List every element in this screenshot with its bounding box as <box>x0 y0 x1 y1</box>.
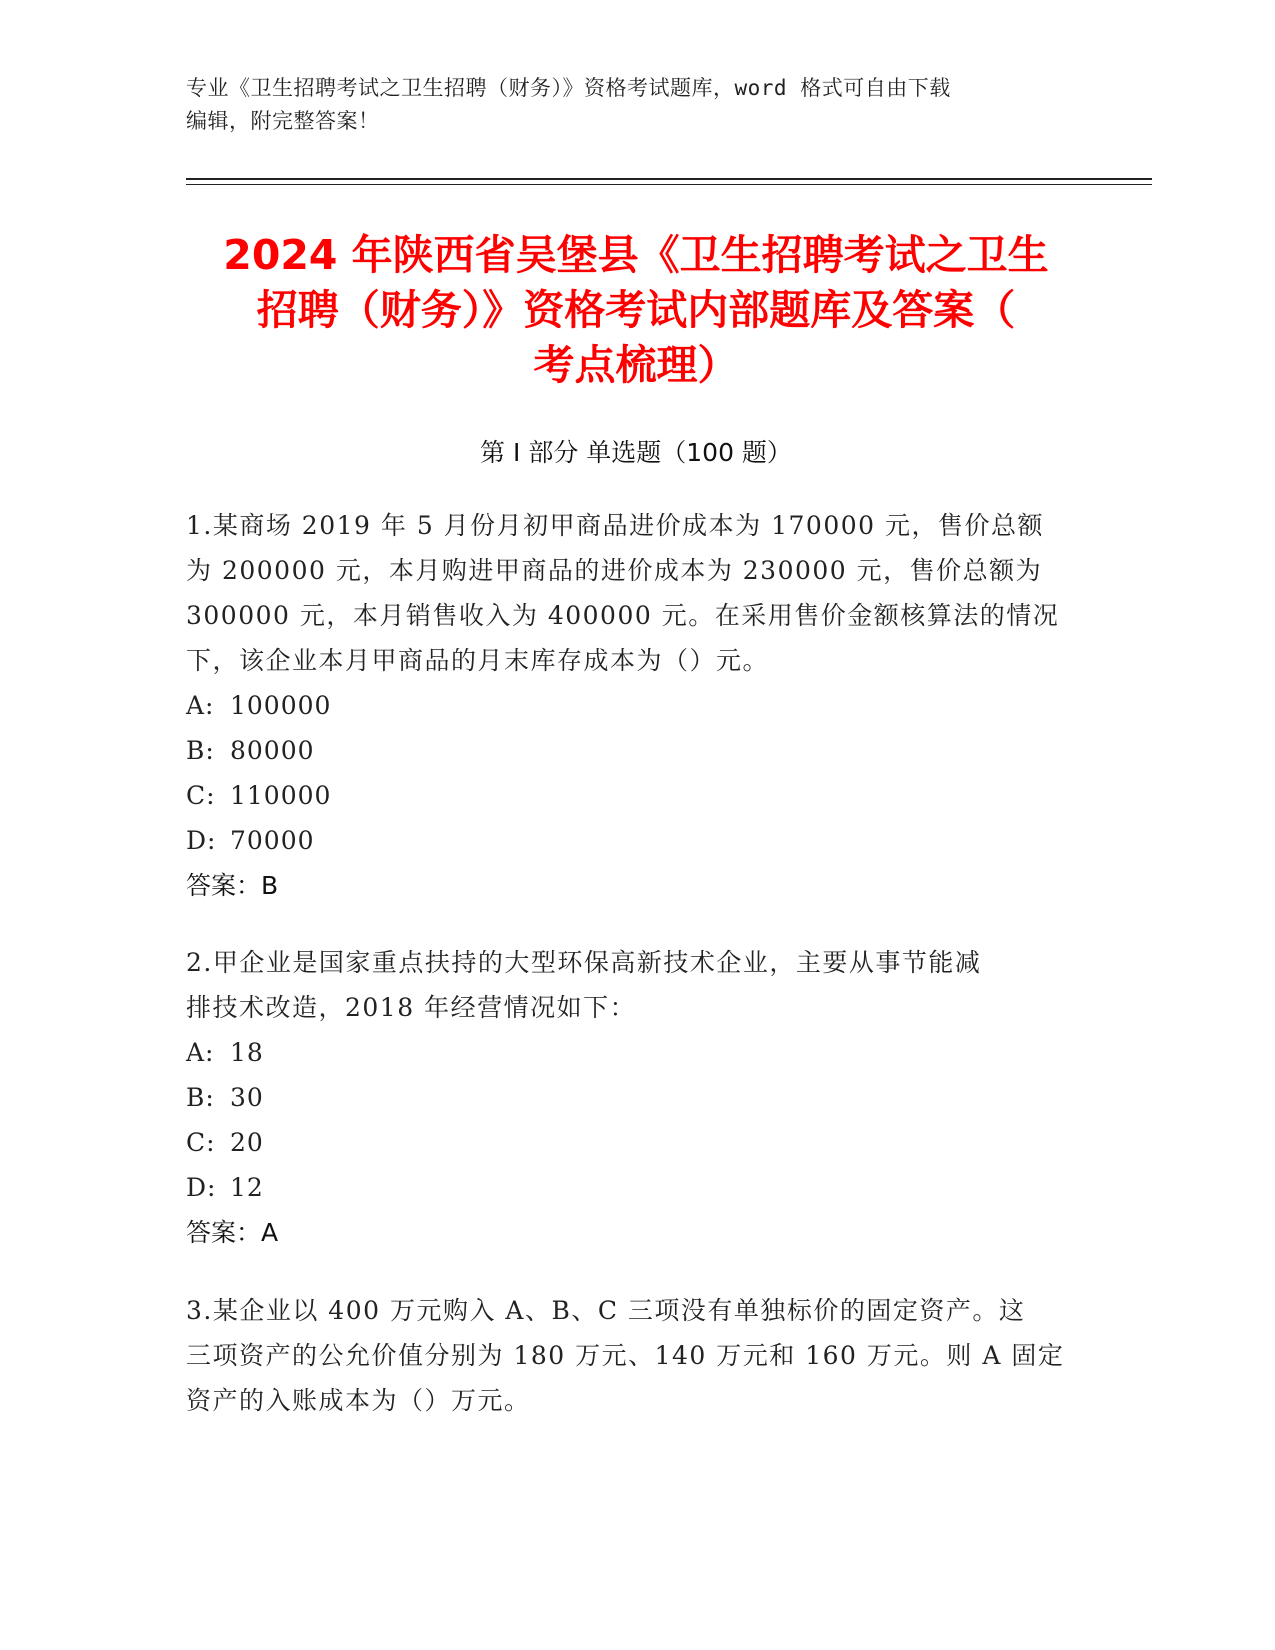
document-title <box>186 228 1086 393</box>
option-value: 20 <box>230 1128 264 1157</box>
option-value: 30 <box>230 1083 264 1112</box>
question-1-option-b <box>186 728 1086 773</box>
option-label: C: <box>186 781 216 810</box>
option-label: B: <box>186 1083 215 1112</box>
question-3-line-2: 三项资产的公允价值分别为 180 万元、140 万元和 160 万元。则 A 固定 <box>186 1341 1065 1370</box>
question-1 <box>186 503 1086 908</box>
section-title: 第 I 部分 单选题（100 题） <box>480 438 792 467</box>
question-3-line-1: 3.某企业以 400 万元购入 A、B、C 三项没有单独标价的固定资产。这 <box>186 1296 1026 1325</box>
question-1-line-4: 下，该企业本月甲商品的月末库存成本为（）元。 <box>186 646 770 675</box>
question-1-option-c <box>186 773 1086 818</box>
option-label: C: <box>186 1128 216 1157</box>
question-1-option-d <box>186 818 1086 863</box>
question-2 <box>186 940 1086 1255</box>
question-2-answer: 答案：A <box>186 1218 279 1247</box>
option-value: 70000 <box>230 826 315 855</box>
document-title-line-3: 考点梳理） <box>533 341 739 389</box>
question-1-answer: 答案：B <box>186 871 279 900</box>
header-divider-thin <box>186 184 1152 185</box>
question-2-line-2: 排技术改造，2018 年经营情况如下： <box>186 993 637 1022</box>
question-3 <box>186 1288 1086 1423</box>
option-value: 100000 <box>230 691 332 720</box>
question-1-line-3: 300000 元，本月销售收入为 400000 元。在采用售价金额核算法的情况 <box>186 601 1060 630</box>
document-title-line-2: 招聘（财务）》资格考试内部题库及答案（ <box>256 286 1016 334</box>
question-2-option-d <box>186 1165 1086 1210</box>
header-divider-thick <box>186 178 1152 180</box>
question-2-option-a <box>186 1030 1086 1075</box>
option-label: B: <box>186 736 215 765</box>
question-1-line-2: 为 200000 元，本月购进甲商品的进价成本为 230000 元，售价总额为 <box>186 556 1043 585</box>
document-title-line-1: 2024 年陕西省吴堡县《卫生招聘考试之卫生 <box>223 231 1049 279</box>
header-note-line-1: 专业《卫生招聘考试之卫生招聘（财务）》资格考试题库，word 格式可自由下载 <box>186 76 951 100</box>
question-2-line-1: 2.甲企业是国家重点扶持的大型环保高新技术企业，主要从事节能减 <box>186 948 982 977</box>
question-1-line-1: 1.某商场 2019 年 5 月份月初甲商品进价成本为 170000 元，售价总额 <box>186 511 1044 540</box>
question-1-option-a <box>186 683 1086 728</box>
option-value: 12 <box>230 1173 264 1202</box>
option-value: 18 <box>230 1038 264 1067</box>
option-value: 110000 <box>230 781 332 810</box>
option-label: A: <box>186 691 215 720</box>
option-label: D: <box>186 826 217 855</box>
question-2-option-c <box>186 1120 1086 1165</box>
option-label: A: <box>186 1038 215 1067</box>
header-note <box>186 72 1066 138</box>
question-3-line-3: 资产的入账成本为（）万元。 <box>186 1386 531 1415</box>
header-note-line-2: 编辑，附完整答案！ <box>186 109 380 133</box>
question-2-option-b <box>186 1075 1086 1120</box>
option-value: 80000 <box>230 736 315 765</box>
option-label: D: <box>186 1173 217 1202</box>
